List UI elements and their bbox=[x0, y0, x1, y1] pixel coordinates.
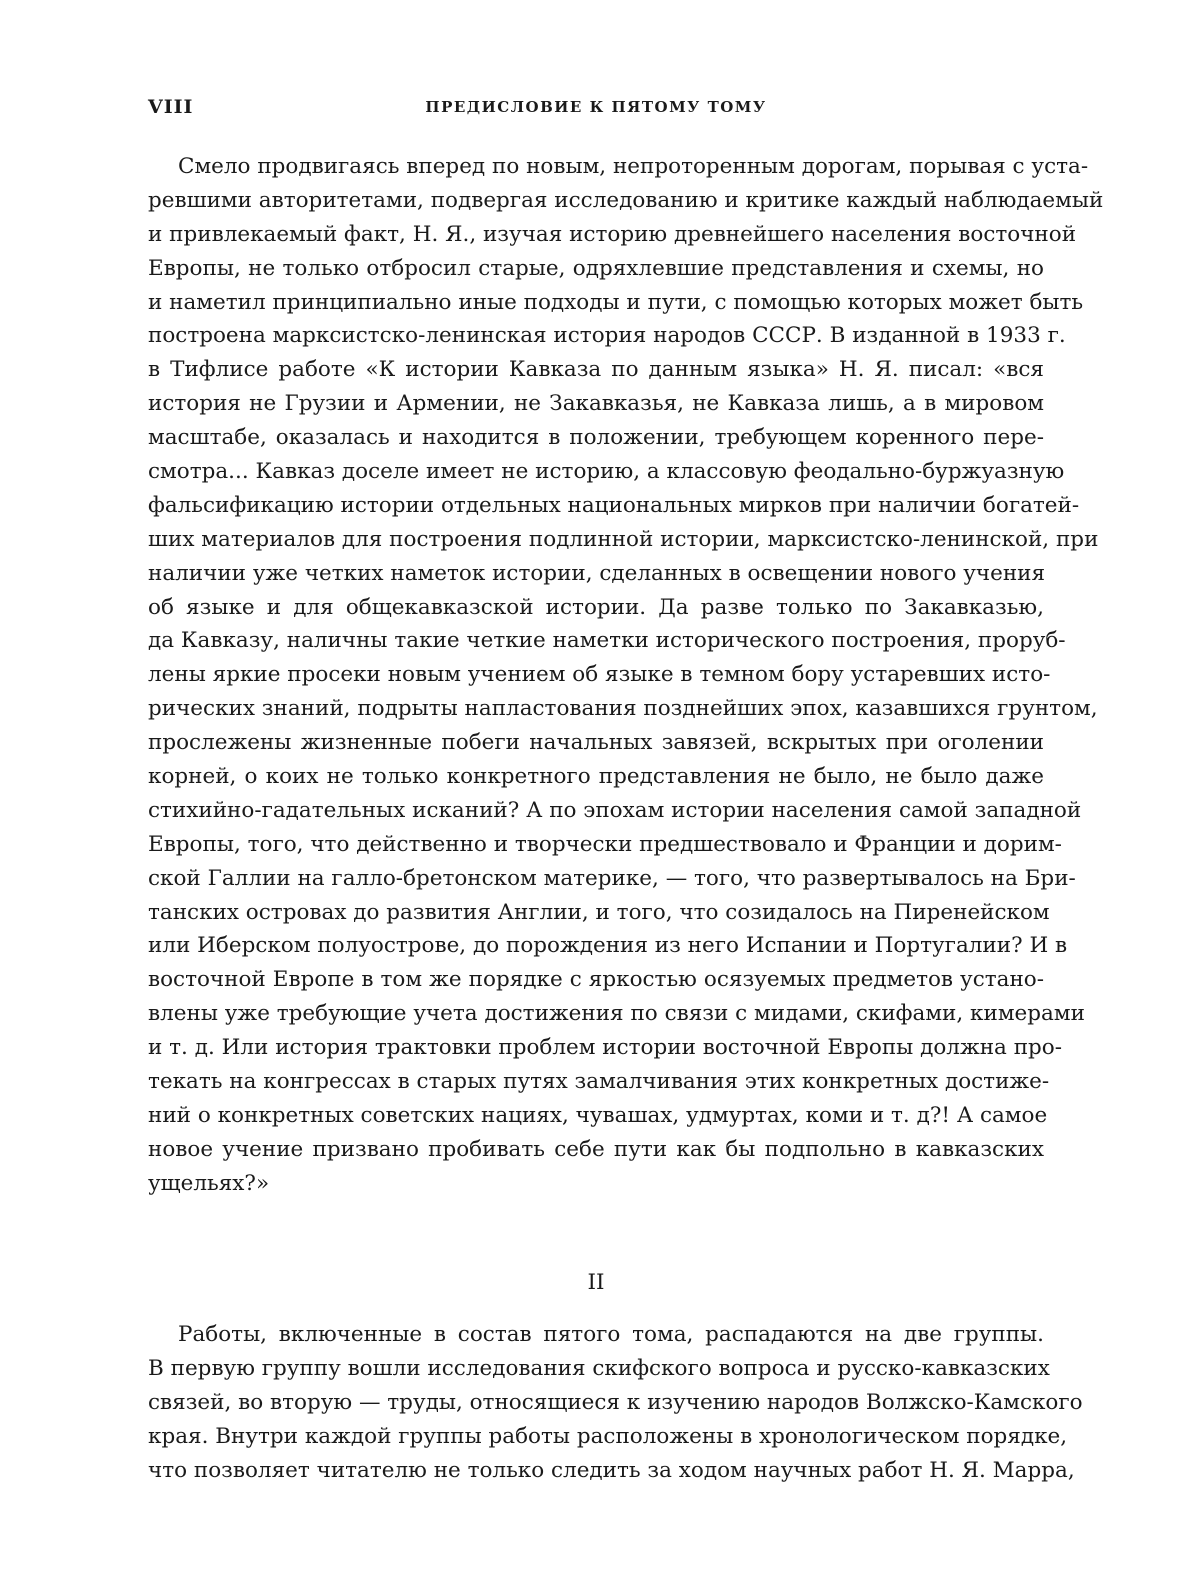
section-numeral: II bbox=[587, 1270, 605, 1295]
text-line: новое учение призвано пробивать себе пути как бы подпольно в кавказских bbox=[148, 1136, 1044, 1162]
text-line: что позволяет читателю не только следить за ходом научных работ Н. Я. Марра, bbox=[148, 1457, 1075, 1483]
text-line: да Кавказу, наличны такие четкие наметки исторического построения, проруб- bbox=[148, 628, 1066, 654]
text-line: влены уже требующие учета достижения по связи с мидами, скифами, кимерами bbox=[148, 1001, 1085, 1027]
text-line: текать на конгрессах в старых путях замалчивания этих конкретных достиже- bbox=[148, 1069, 1050, 1095]
text-line: лены яркие просеки новым учением об языке в темном бору устаревших исто- bbox=[148, 662, 1051, 688]
text-line: и наметил принципиально иные подходы и пути, с помощью которых может быть bbox=[148, 289, 1084, 315]
paragraph-1 bbox=[148, 150, 1104, 1201]
text-line: об языке и для общекавказской истории. Да разве только по Закавказью, bbox=[148, 594, 1044, 620]
text-line: в Тифлисе работе «К истории Кавказа по данным языка» Н. Я. писал: «вся bbox=[148, 357, 1044, 383]
text-line: Европы, того, что действенно и творчески предшествовало и Франции и дорим- bbox=[148, 831, 1062, 857]
text-line: танских островах до развития Англии, и того, что созидалось на Пиренейском bbox=[148, 899, 1050, 925]
text-line: история не Грузии и Армении, не Закавказья, не Кавказа лишь, а в мировом bbox=[148, 391, 1044, 417]
text-line: масштабе, оказалась и находится в положении, требующем коренного пере- bbox=[148, 425, 1044, 451]
text-line: или Иберском полуострове, до порождения из него Испании и Португалии? И в bbox=[148, 933, 1068, 959]
paragraph-2 bbox=[148, 1318, 1083, 1487]
text-line: Европы, не только отбросил старые, одряхлевшие представления и схемы, но bbox=[148, 255, 1044, 281]
page-header bbox=[148, 96, 1044, 126]
text-line: фальсификацию истории отдельных национальных мирков при наличии богатей- bbox=[148, 492, 1080, 518]
text-line: построена марксистско-ленинская история народов СССР. В изданной в 1933 г. bbox=[148, 323, 1066, 349]
text-line: связей, во вторую — труды, относящиеся к изучению народов Волжско-Камского bbox=[148, 1389, 1083, 1415]
text-line: Работы, включенные в состав пятого тома, распадаются на две группы. bbox=[178, 1322, 1044, 1347]
text-line: и привлекаемый факт, Н. Я., изучая историю древнейшего населения восточной bbox=[148, 221, 1077, 247]
text-line: и т. д. Или история трактовки проблем истории восточной Европы должна про- bbox=[148, 1035, 1063, 1061]
text-line: края. Внутри каждой группы работы расположены в хронологическом порядке, bbox=[148, 1423, 1068, 1449]
text-line: рических знаний, подрыты напластования позднейших эпох, казавшихся грунтом, bbox=[148, 696, 1098, 722]
text-line: Смело продвигаясь вперед по новым, непроторенным дорогам, порывая с уста- bbox=[178, 154, 1089, 179]
page-number: VIII bbox=[148, 96, 194, 118]
text-line: прослежены жизненные побеги начальных завязей, вскрытых при оголении bbox=[148, 730, 1044, 756]
text-line: смотра... Кавказ доселе имеет не историю, а классовую феодально-буржуазную bbox=[148, 459, 1065, 485]
running-title: ПРЕДИСЛОВИЕ К ПЯТОМУ ТОМУ bbox=[425, 98, 767, 116]
text-line: ний о конкретных советских нациях, чувашах, удмуртах, коми и т. д?! А самое bbox=[148, 1102, 1048, 1128]
text-line: корней, о коих не только конкретного представления не было, не было даже bbox=[148, 764, 1044, 790]
text-line: стихийно-гадательных исканий? А по эпохам истории населения самой западной bbox=[148, 797, 1082, 823]
text-line: ших материалов для построения подлинной истории, марксистско-ленинской, при bbox=[148, 526, 1099, 552]
text-line: ущельях?» bbox=[148, 1170, 270, 1196]
text-line: ской Галлии на галло-бретонском материке, — того, что развертывалось на Бри- bbox=[148, 865, 1076, 891]
text-line: восточной Европе в том же порядке с яркостью осязуемых предметов устано- bbox=[148, 967, 1044, 993]
text-line: В первую группу вошли исследования скифского вопроса и русско-кавказских bbox=[148, 1355, 1050, 1381]
text-line: наличии уже четких наметок истории, сделанных в освещении нового учения bbox=[148, 560, 1046, 586]
text-line: ревшими авторитетами, подвергая исследованию и критике каждый наблюдаемый bbox=[148, 187, 1104, 213]
